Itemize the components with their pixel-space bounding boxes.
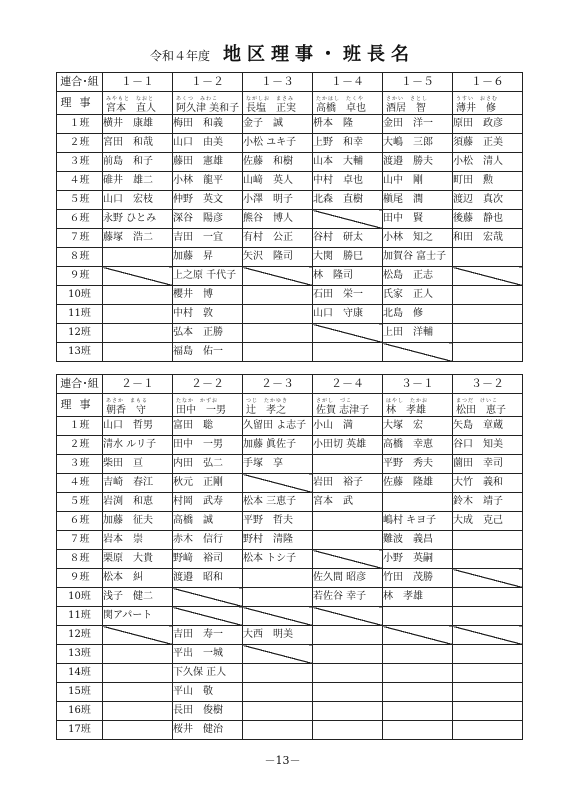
row-label: 13班 [57, 645, 103, 664]
leader-name-cell: 藤塚 浩二 [103, 229, 173, 248]
row-label: ３班 [57, 455, 103, 474]
riji-label: 理事 [57, 394, 103, 417]
leader-name-cell: 難波 義昌 [383, 531, 453, 550]
empty-cell [313, 721, 383, 740]
empty-cell [453, 607, 523, 626]
riji-name-cell [243, 394, 313, 417]
leader-name-cell: 高橋 誠 [173, 512, 243, 531]
empty-cell [103, 645, 173, 664]
empty-cell [313, 702, 383, 721]
empty-cell [383, 645, 453, 664]
leader-name-cell: 横井 康雄 [103, 115, 173, 134]
row-label: ５班 [57, 191, 103, 210]
slashed-empty-cell [103, 267, 173, 286]
empty-cell [383, 702, 453, 721]
leader-name-cell: 須藤 正美 [453, 134, 523, 153]
group-header: １－２ [173, 73, 243, 92]
riji-name-cell [243, 92, 313, 115]
leader-name-cell: 熊谷 博人 [243, 210, 313, 229]
leader-name-cell: 岩田 裕子 [313, 474, 383, 493]
leader-name-cell: 小松 ユキ子 [243, 134, 313, 153]
leader-name-cell: 和田 宏哉 [453, 229, 523, 248]
slashed-empty-cell [103, 626, 173, 645]
leader-name-cell: 渡辺 真次 [453, 191, 523, 210]
leader-name-cell: 嶋村 キヨ子 [383, 512, 453, 531]
empty-cell [103, 248, 173, 267]
empty-cell [243, 286, 313, 305]
leader-name-cell: 町田 勲 [453, 172, 523, 191]
group-header: ２－４ [313, 375, 383, 394]
riji-label: 理事 [57, 92, 103, 115]
leader-name-cell: 谷村 研太 [313, 229, 383, 248]
row-label: 11班 [57, 607, 103, 626]
leader-name-cell: 宮本 武 [313, 493, 383, 512]
riji-name: 朝香 守 [106, 405, 146, 416]
leader-name-cell: 上之原 千代子 [173, 267, 243, 286]
slashed-empty-cell [383, 626, 453, 645]
empty-cell [313, 455, 383, 474]
empty-cell [243, 588, 313, 607]
leader-name-cell: 大嶋 三郎 [383, 134, 453, 153]
leader-name-cell: 吉田 一宜 [173, 229, 243, 248]
leader-name-cell: 松本 トシ子 [243, 550, 313, 569]
riji-name: 高橋 卓也 [316, 103, 366, 114]
table-row [57, 588, 523, 607]
empty-cell [453, 248, 523, 267]
leader-name-cell: 櫻井 博 [173, 286, 243, 305]
riji-name-cell [383, 92, 453, 115]
leader-name-cell: 吉崎 春江 [103, 474, 173, 493]
empty-cell [313, 343, 383, 362]
title-main: 地区理事・班長名 [223, 44, 416, 65]
leader-name-cell: 大竹 義和 [453, 474, 523, 493]
leader-name-cell: 後藤 静也 [453, 210, 523, 229]
empty-cell [453, 721, 523, 740]
table-row [57, 550, 523, 569]
group-header: １－６ [453, 73, 523, 92]
group-header: ２－２ [173, 375, 243, 394]
furigana: たかはし たくや [316, 96, 365, 102]
row-label: ９班 [57, 267, 103, 286]
leader-name-cell: 加藤 眞佐子 [243, 436, 313, 455]
leader-name-cell: 松本 糾 [103, 569, 173, 588]
row-label: ７班 [57, 229, 103, 248]
row-label: 12班 [57, 626, 103, 645]
leader-name-cell: 松島 正志 [383, 267, 453, 286]
table-row [57, 512, 523, 531]
leader-name-cell: 平出 一城 [173, 645, 243, 664]
leader-name-cell: 原田 政彦 [453, 115, 523, 134]
leader-name-cell: 上野 和幸 [313, 134, 383, 153]
leader-name-cell: 渡邉 昭和 [173, 569, 243, 588]
slashed-empty-cell [313, 607, 383, 626]
group-header: ２－１ [103, 375, 173, 394]
empty-cell [103, 683, 173, 702]
empty-cell [103, 664, 173, 683]
leader-name-cell: 枡本 隆 [313, 115, 383, 134]
leader-name-cell: 加藤 昇 [173, 248, 243, 267]
empty-cell [383, 721, 453, 740]
page-title [0, 40, 565, 66]
leader-name-cell: 山﨑 英人 [243, 172, 313, 191]
row-label: ２班 [57, 436, 103, 455]
leader-name-cell: 若佐谷 幸子 [313, 588, 383, 607]
table-row [57, 267, 523, 286]
leader-name-cell: 赤木 信行 [173, 531, 243, 550]
empty-cell [453, 343, 523, 362]
leader-name-cell: 下久保 正人 [173, 664, 243, 683]
leader-name-cell: 吉田 寿一 [173, 626, 243, 645]
row-label: 11班 [57, 305, 103, 324]
riji-name-cell [173, 394, 243, 417]
empty-cell [383, 607, 453, 626]
riji-name-cell [173, 92, 243, 115]
leader-name-cell: 渡邉 勝夫 [383, 153, 453, 172]
empty-cell [103, 324, 173, 343]
leader-name-cell: 大西 明美 [243, 626, 313, 645]
leader-name-cell: 山口 守康 [313, 305, 383, 324]
leader-name-cell: 田中 賢 [383, 210, 453, 229]
row-label: 10班 [57, 286, 103, 305]
leader-name-cell: 山口 由美 [173, 134, 243, 153]
furigana: あさか まもる [106, 398, 149, 404]
leader-name-cell: 大塚 宏 [383, 417, 453, 436]
empty-cell [453, 550, 523, 569]
leader-name-cell: 松本 三恵子 [243, 493, 313, 512]
empty-cell [383, 493, 453, 512]
empty-cell [103, 702, 173, 721]
leader-name-cell: 中村 卓也 [313, 172, 383, 191]
leader-name-cell: 桜井 健治 [173, 721, 243, 740]
leader-name-cell: 平野 秀夫 [383, 455, 453, 474]
riji-name-cell [453, 92, 523, 115]
empty-cell [453, 683, 523, 702]
group-header: １－１ [103, 73, 173, 92]
group-header: ３－１ [383, 375, 453, 394]
row-label: ９班 [57, 569, 103, 588]
row-label: ５班 [57, 493, 103, 512]
leader-name-cell: 長田 俊樹 [173, 702, 243, 721]
empty-cell [383, 664, 453, 683]
leader-name-cell: 清水 ルリ子 [103, 436, 173, 455]
riji-name-cell [103, 394, 173, 417]
slashed-empty-cell [173, 588, 243, 607]
table-row [57, 134, 523, 153]
leader-name-cell: 薗田 幸司 [453, 455, 523, 474]
leader-name-cell: 金子 誠 [243, 115, 313, 134]
table-row [57, 229, 523, 248]
row-label: ３班 [57, 153, 103, 172]
leader-name-cell: 山中 剛 [383, 172, 453, 191]
row-label: 17班 [57, 721, 103, 740]
leader-name-cell: 谷口 知美 [453, 436, 523, 455]
slashed-empty-cell [243, 607, 313, 626]
slashed-empty-cell [243, 474, 313, 493]
leader-name-cell: 矢島 章蔵 [453, 417, 523, 436]
table-row [57, 683, 523, 702]
leader-name-cell: 野﨑 裕司 [173, 550, 243, 569]
empty-cell [243, 324, 313, 343]
empty-cell [243, 569, 313, 588]
empty-cell [453, 645, 523, 664]
leader-name-cell: 深谷 陽彦 [173, 210, 243, 229]
leader-name-cell: 氏家 正人 [383, 286, 453, 305]
leader-name-cell: 小山 満 [313, 417, 383, 436]
leader-name-cell: 村岡 武寿 [173, 493, 243, 512]
empty-cell [453, 702, 523, 721]
group-header: １－５ [383, 73, 453, 92]
furigana: さがし づこ [316, 398, 353, 404]
leader-name-cell: 弘本 正勝 [173, 324, 243, 343]
riji-name: 林 孝雄 [386, 405, 426, 416]
empty-cell [453, 664, 523, 683]
table-row [57, 721, 523, 740]
table-row [57, 248, 523, 267]
table-row [57, 474, 523, 493]
slashed-empty-cell [173, 607, 243, 626]
riji-name: 酒居 智 [386, 103, 426, 114]
leader-name-cell: 佐藤 和樹 [243, 153, 313, 172]
riji-name-cell [313, 394, 383, 417]
leader-name-cell: 田中 一男 [173, 436, 243, 455]
slashed-empty-cell [313, 550, 383, 569]
leader-name-cell: 平山 敬 [173, 683, 243, 702]
leader-name-cell: 鈴木 靖子 [453, 493, 523, 512]
furigana: ながしお まさみ [246, 96, 295, 102]
riji-name: 阿久津 美和子 [176, 103, 240, 114]
leader-name-cell: 小野 英嗣 [383, 550, 453, 569]
riji-name: 佐賀 志津子 [316, 405, 370, 416]
leader-name-cell: 富田 聡 [173, 417, 243, 436]
leader-name-cell: 小林 知之 [383, 229, 453, 248]
leader-name-cell: 仲野 英文 [173, 191, 243, 210]
row-label: 12班 [57, 324, 103, 343]
page-number: －13－ [264, 754, 301, 767]
leader-name-cell: 山口 哲男 [103, 417, 173, 436]
leader-name-cell: 福島 佑一 [173, 343, 243, 362]
empty-cell [313, 531, 383, 550]
row-label: １班 [57, 417, 103, 436]
row-label: 15班 [57, 683, 103, 702]
leader-name-cell: 竹田 茂勝 [383, 569, 453, 588]
table-row [57, 115, 523, 134]
group-header: １－３ [243, 73, 313, 92]
furigana: まつだ けいこ [456, 398, 499, 404]
riji-name: 薄井 修 [456, 103, 496, 114]
leader-name-cell: 関アパート [103, 607, 173, 626]
leader-name-cell: 金田 洋一 [383, 115, 453, 134]
roster-table-2 [56, 374, 523, 740]
group-header: ２－３ [243, 375, 313, 394]
leader-name-cell: 佐藤 隆雄 [383, 474, 453, 493]
empty-cell [103, 343, 173, 362]
row-label: 16班 [57, 702, 103, 721]
corner-header: 連合･組 [57, 73, 103, 92]
empty-cell [243, 702, 313, 721]
leader-name-cell: 小林 龍平 [173, 172, 243, 191]
row-label: ８班 [57, 248, 103, 267]
empty-cell [103, 721, 173, 740]
leader-name-cell: 秋元 正剛 [173, 474, 243, 493]
empty-cell [313, 683, 383, 702]
leader-name-cell: 加賀谷 富士子 [383, 248, 453, 267]
slashed-empty-cell [453, 626, 523, 645]
riji-name-cell [453, 394, 523, 417]
empty-cell [453, 531, 523, 550]
table-row [57, 493, 523, 512]
leader-name-cell: 栗原 大貴 [103, 550, 173, 569]
leader-name-cell: 北島 修 [383, 305, 453, 324]
group-header: １－４ [313, 73, 383, 92]
slashed-empty-cell [383, 343, 453, 362]
empty-cell [453, 588, 523, 607]
group-header: ３－２ [453, 375, 523, 394]
empty-cell [313, 626, 383, 645]
leader-name-cell: 佐久間 昭彦 [313, 569, 383, 588]
leader-name-cell: 林 孝雄 [383, 588, 453, 607]
table-row [57, 286, 523, 305]
table-row [57, 531, 523, 550]
riji-name-cell [103, 92, 173, 115]
table-row [57, 324, 523, 343]
leader-name-cell: 碓井 雄二 [103, 172, 173, 191]
furigana: たなか かずお [176, 398, 219, 404]
table-row [57, 305, 523, 324]
row-label: 14班 [57, 664, 103, 683]
leader-name-cell: 永野 ひとみ [103, 210, 173, 229]
leader-name-cell: 矢沢 隆司 [243, 248, 313, 267]
leader-name-cell: 北森 直樹 [313, 191, 383, 210]
furigana: つじ たかゆき [246, 398, 289, 404]
table-row [57, 436, 523, 455]
riji-name: 辻 孝之 [246, 405, 286, 416]
row-label: １班 [57, 115, 103, 134]
empty-cell [313, 645, 383, 664]
row-label: ２班 [57, 134, 103, 153]
table-row [57, 645, 523, 664]
leader-name-cell: 平野 哲夫 [243, 512, 313, 531]
row-label: ４班 [57, 474, 103, 493]
row-label: ６班 [57, 210, 103, 229]
leader-name-cell: 有村 公正 [243, 229, 313, 248]
table-row [57, 569, 523, 588]
empty-cell [453, 305, 523, 324]
table-row [57, 153, 523, 172]
riji-name-cell [313, 92, 383, 115]
leader-name-cell: 槇尾 潤 [383, 191, 453, 210]
furigana: うすい おさむ [456, 96, 499, 102]
empty-cell [453, 286, 523, 305]
leader-name-cell: 山口 宏枝 [103, 191, 173, 210]
empty-cell [103, 286, 173, 305]
corner-header: 連合･組 [57, 375, 103, 394]
slashed-empty-cell [313, 210, 383, 229]
row-label: ６班 [57, 512, 103, 531]
table-row [57, 417, 523, 436]
furigana: あくつ みわこ [176, 96, 219, 102]
leader-name-cell: 浅子 健二 [103, 588, 173, 607]
leader-name-cell: 内田 弘二 [173, 455, 243, 474]
roster-table-1 [56, 72, 523, 362]
empty-cell [243, 305, 313, 324]
slashed-empty-cell [453, 569, 523, 588]
empty-cell [103, 305, 173, 324]
leader-name-cell: 小田切 英雄 [313, 436, 383, 455]
riji-name: 松田 恵子 [456, 405, 506, 416]
leader-name-cell: 山本 大輔 [313, 153, 383, 172]
leader-name-cell: 林 隆司 [313, 267, 383, 286]
furigana: さかい さとし [386, 96, 429, 102]
empty-cell [243, 721, 313, 740]
riji-name: 田中 一男 [176, 405, 226, 416]
leader-name-cell: 中村 敦 [173, 305, 243, 324]
table-row [57, 455, 523, 474]
leader-name-cell: 小澤 明子 [243, 191, 313, 210]
leader-name-cell: 柴田 亘 [103, 455, 173, 474]
empty-cell [243, 683, 313, 702]
row-label: ７班 [57, 531, 103, 550]
row-label: ８班 [57, 550, 103, 569]
row-label: 13班 [57, 343, 103, 362]
table-row [57, 172, 523, 191]
leader-name-cell: 高橋 幸恵 [383, 436, 453, 455]
title-year: 令和４年度 [149, 49, 210, 63]
leader-name-cell: 手塚 享 [243, 455, 313, 474]
empty-cell [383, 683, 453, 702]
leader-name-cell: 久留田 よ志子 [243, 417, 313, 436]
leader-name-cell: 岩渕 和恵 [103, 493, 173, 512]
table-row [57, 626, 523, 645]
row-label: ４班 [57, 172, 103, 191]
empty-cell [453, 324, 523, 343]
riji-name-cell [383, 394, 453, 417]
table-row [57, 343, 523, 362]
slashed-empty-cell [243, 645, 313, 664]
row-label: 10班 [57, 588, 103, 607]
leader-name-cell: 藤田 憲雄 [173, 153, 243, 172]
leader-name-cell: 大関 勝巳 [313, 248, 383, 267]
leader-name-cell: 大成 克己 [453, 512, 523, 531]
leader-name-cell: 前島 和子 [103, 153, 173, 172]
leader-name-cell: 宮田 和哉 [103, 134, 173, 153]
slashed-empty-cell [313, 324, 383, 343]
empty-cell [243, 343, 313, 362]
leader-name-cell: 岩本 崇 [103, 531, 173, 550]
table-row [57, 607, 523, 626]
riji-name: 宮本 直人 [106, 103, 156, 114]
leader-name-cell: 小松 清人 [453, 153, 523, 172]
slashed-empty-cell [243, 267, 313, 286]
table-row [57, 191, 523, 210]
leader-name-cell: 石田 栄一 [313, 286, 383, 305]
leader-name-cell: 加藤 征夫 [103, 512, 173, 531]
furigana: はやし たかお [386, 398, 429, 404]
furigana: みやもと なおと [106, 96, 155, 102]
leader-name-cell: 梅田 和義 [173, 115, 243, 134]
empty-cell [243, 664, 313, 683]
leader-name-cell: 上田 洋輔 [383, 324, 453, 343]
table-row [57, 702, 523, 721]
empty-cell [313, 664, 383, 683]
empty-cell [313, 512, 383, 531]
table-row [57, 210, 523, 229]
riji-name: 長塩 正実 [246, 103, 296, 114]
slashed-empty-cell [453, 267, 523, 286]
leader-name-cell: 野村 清隆 [243, 531, 313, 550]
table-row [57, 664, 523, 683]
